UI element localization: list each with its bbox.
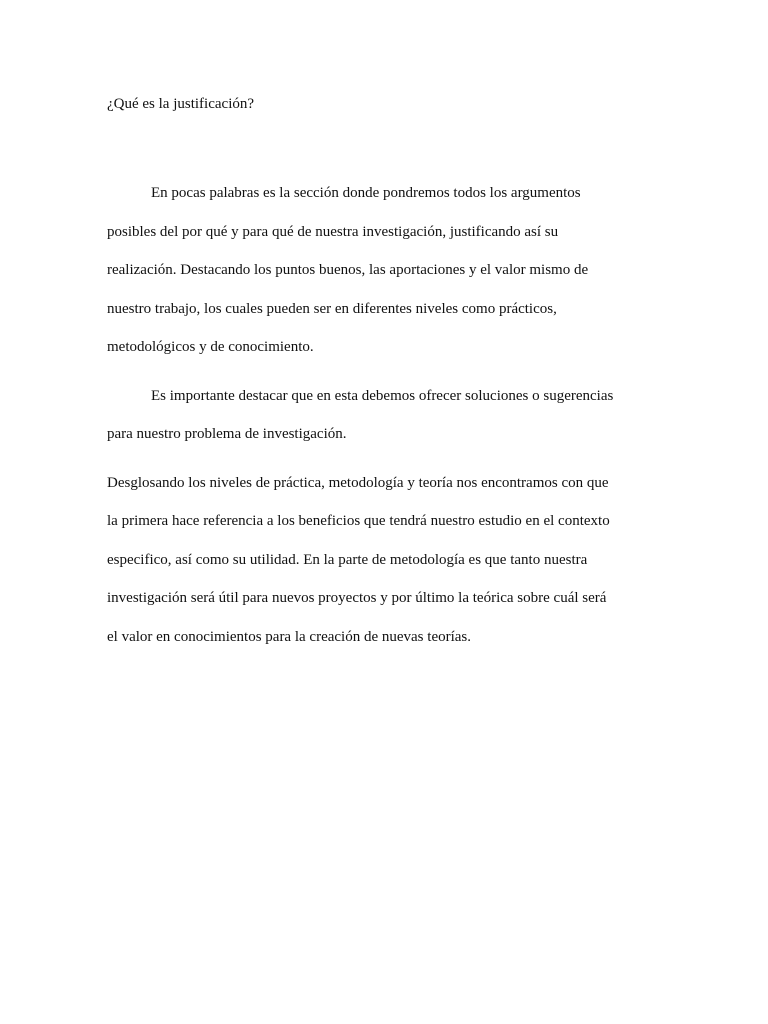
paragraph-line: para nuestro problema de investigación. [107,426,347,442]
paragraph-definition [107,174,667,367]
paragraph-line: investigación será útil para nuevos proyectos y por último la teórica sobre cuál será [107,590,607,606]
document-title: ¿Qué es la justificación? [107,96,255,112]
paragraph-line: posibles del por qué y para qué de nuestra investigación, justificando así su [107,223,559,240]
paragraph-line: el valor en conocimientos para la creación de nuevas teorías. [107,628,472,645]
paragraph-line: Es importante destacar que en esta debemos ofrecer soluciones o sugerencias [151,387,614,404]
paragraph-levels [107,464,667,657]
paragraph-line: Desglosando los niveles de práctica, metodología y teoría nos encontramos con que [107,474,609,491]
paragraph-line: metodológicos y de conocimiento. [107,339,314,355]
document-body [107,92,667,656]
paragraph-line: realización. Destacando los puntos buenos, las aportaciones y el valor mismo de [107,262,589,278]
paragraph-line: la primera hace referencia a los beneficios que tendrá nuestro estudio en el contexto [107,513,610,529]
paragraph-importance [107,377,667,454]
paragraph-line: En pocas palabras es la sección donde pondremos todos los argumentos [151,185,581,201]
paragraph-line: nuestro trabajo, los cuales pueden ser en diferentes niveles como prácticos, [107,300,557,317]
paragraph-line: especifico, así como su utilidad. En la parte de metodología es que tanto nuestra [107,551,588,568]
